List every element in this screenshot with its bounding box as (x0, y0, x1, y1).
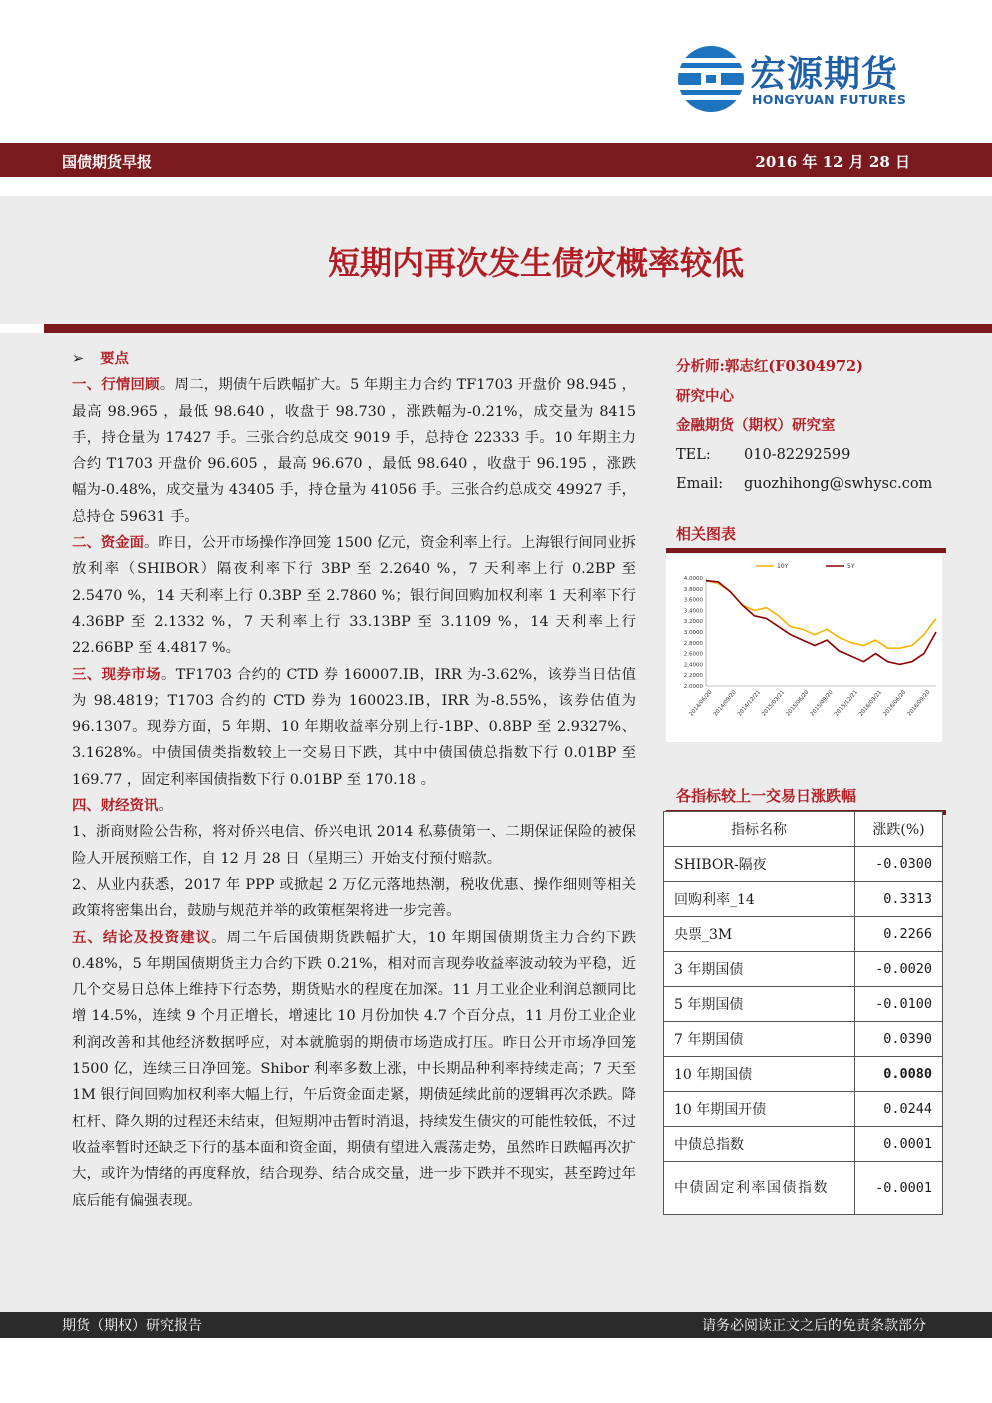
section-3-label: 三、现券市场 (72, 665, 161, 683)
yield-chart-svg (666, 554, 942, 742)
series-line-10Y (706, 581, 936, 649)
indicator-name: 10 年期国债 (664, 1057, 855, 1092)
section-5-text: 。周二午后国债期货跌幅扩大，10 年期国债期货主力合约下跌 0.48%，5 年期国债期货主力合约下跌 0.21%，相对而言现券收益率波动较为平稳，近几个交易日总体上维持下行态势，期货贴水的程度在加深。11 月工业企业利润总额同比增 14.5%，连续 9 个月正增长，增速比 10 月份加快 4.7 个百分点，11 月份工业企业利润改善和其他经济数据呼应，对本就脆弱的期债市场造成打压。昨日公开市场净回笼 1500 亿，连续三日净回笼。Shibor 利率多数上涨，中长期品种利率持续走高；7 天至 1M 银行间回购加权利率大幅上行，午后资金面走紧，期债延续此前的逻辑再次杀跌。降杠杆、降久期的过程还未结束，但短期冲击暂时消退，持续发生债灾的可能性较低，不过收益率暂时还缺乏下行的基本面和资金面，期债有望进入震荡走势，虽然昨日跌幅再次扩大，或许为情绪的再度释放，结合现券、结合成交量，进一步下跌并不现实，甚至跨过年底后能有偏强表现。 (72, 929, 636, 1209)
analyst-name: 分析师:郭志红(F0304972) (676, 358, 863, 375)
table-section-title: 各指标较上一交易日涨跌幅 (676, 787, 857, 805)
table-row (664, 847, 943, 882)
legend-label-5Y: 5Y (847, 563, 855, 570)
summary-heading-line (72, 346, 636, 372)
chart-section-header (666, 520, 946, 553)
report-type: 国债期货早报 (62, 153, 153, 171)
section-conclusion (72, 925, 636, 1214)
analyst-email (676, 470, 946, 500)
indicator-change: 0.0080 (855, 1057, 943, 1092)
x-tick-label: 2015/09/20 (809, 689, 835, 718)
footer-disclaimer: 请务必阅读正文之后的免责条款部分 (702, 1318, 926, 1334)
tel-label: TEL: (676, 446, 711, 463)
section-1-text: 。周二，期债午后跌幅扩大。5 年期主力合约 TF1703 开盘价 98.945 ，最高 98.965 ，最低 98.640 ，收盘于 98.730 ，涨跌幅为-0.21%，成交量为 8415 手，持仓量为 17427 手。三张合约总成交 9019 手，总持仓 22333 手。10 年期主力合约 T1703 开盘价 96.605 ，最高 96.670 ，最低 98.640 ，收盘于 96.195 ，涨跌幅为-0.48%，成交量为 43405 手，持仓量为 41056 手。三张合约总成交 49927 手，总持仓 59631 手。 (72, 377, 636, 525)
table-row (664, 917, 943, 952)
legend-label-10Y: 10Y (777, 563, 789, 570)
logo-mark-icon (676, 44, 746, 114)
header-indicator-name: 指标名称 (664, 812, 855, 847)
indicator-table (663, 811, 943, 1215)
indicator-name: SHIBOR-隔夜 (664, 847, 855, 882)
report-date: 2016 年 12 月 28 日 (755, 153, 910, 171)
indicator-name: 回购利率_14 (664, 882, 855, 917)
news-item-2: 2、从业内获悉，2017 年 PPP 或掀起 2 万亿元落地热潮，税收优惠、操作细则等相关政策将密集出台，鼓励与规范并举的政策框架将进一步完善。 (72, 876, 636, 920)
y-tick-label: 3.8000 (683, 586, 703, 593)
email-label: Email: (676, 476, 724, 492)
section-3-text: 。TF1703 合约的 CTD 券 160007.IB，IRR 为-3.62%，该券当日估值为 98.4819；T1703 合约的 CTD 券为 160023.IB，IRR 为-8.55%，该券估值为 96.1307。现券方面，5 年期、10 年期收益率分别上行-1BP、0.8BP 至 2.9327%、3.1628%。中债国债类指数较上一交易日下跌，其中中债国债总指数下行 0.01BP 至 169.77 ，固定利率国债指数下行 0.01BP 至 170.18 。 (72, 666, 636, 788)
section-4-label: 四、财经资讯 (72, 797, 159, 815)
indicator-change: -0.0001 (855, 1162, 943, 1215)
y-tick-label: 2.8000 (683, 640, 703, 647)
x-tick-label: 2015/12/21 (833, 689, 859, 718)
footer-left: 期货（期权）研究报告 (62, 1318, 202, 1334)
section-liquidity (72, 530, 636, 661)
table-row (664, 1092, 943, 1127)
news-item-1: 1、浙商财险公告称，将对侨兴电信、侨兴电讯 2014 私募债第一、二期保证保险的被保险人开展预赔工作，自 12 月 28 日（星期三）开始支付预付赔款。 (72, 824, 636, 867)
arrow-bullet-icon: ➢ (72, 351, 85, 367)
footer-bar (0, 1312, 992, 1338)
table-row (664, 1022, 943, 1057)
indicator-change: 0.0390 (855, 1022, 943, 1057)
title-divider (44, 324, 992, 333)
x-tick-label: 2014/06/20 (688, 689, 714, 718)
indicator-change: 0.2266 (855, 917, 943, 952)
tel-value: 010-82292599 (744, 446, 851, 463)
dept-financial-futures: 金融期货（期权）研究室 (676, 417, 836, 434)
indicator-name: 央票_3M (664, 917, 855, 952)
section-news (72, 793, 636, 819)
x-tick-label: 2014/09/20 (712, 689, 738, 718)
indicator-change: -0.0300 (855, 847, 943, 882)
indicator-name: 中债固定利率国债指数 (664, 1162, 855, 1215)
x-tick-label: 2016/06/20 (882, 689, 908, 718)
section-spot-market (72, 662, 636, 793)
indicator-name: 7 年期国债 (664, 1022, 855, 1057)
indicator-name: 5 年期国债 (664, 987, 855, 1022)
section-1-label: 一、行情回顾 (72, 376, 160, 394)
yield-chart (666, 554, 942, 742)
section-4-text: 。 (158, 798, 173, 815)
brand-name-cn: 宏源期货 (750, 54, 899, 95)
x-tick-label: 2015/03/21 (761, 689, 787, 718)
table-row (664, 1057, 943, 1092)
y-tick-label: 2.4000 (683, 662, 703, 669)
indicator-change: -0.0020 (855, 952, 943, 987)
x-tick-label: 2016/03/21 (858, 689, 884, 718)
y-tick-label: 3.0000 (683, 630, 703, 636)
table-row (664, 882, 943, 917)
table-row (664, 952, 943, 987)
analyst-tel (676, 441, 946, 471)
summary-column (72, 346, 636, 1214)
y-tick-label: 3.2000 (683, 619, 703, 626)
chart-section-title: 相关图表 (676, 525, 737, 543)
summary-heading: 要点 (100, 350, 129, 367)
email-value[interactable]: guozhihong@swhysc.com (744, 476, 933, 492)
dept-research-center: 研究中心 (676, 387, 734, 405)
report-header-bar (0, 143, 992, 177)
y-tick-label: 4.0000 (683, 576, 703, 582)
indicator-change: 0.0001 (855, 1127, 943, 1162)
y-tick-label: 3.6000 (683, 597, 703, 604)
y-tick-label: 2.2000 (683, 673, 703, 680)
table-row (664, 987, 943, 1022)
section-2-label: 二、资金面 (72, 534, 144, 552)
indicator-change: 0.0244 (855, 1092, 943, 1127)
section-market-review (72, 372, 636, 530)
y-tick-label: 2.6000 (683, 651, 703, 658)
indicator-name: 中债总指数 (664, 1127, 855, 1162)
brand-logo (676, 44, 936, 114)
table-header-row (664, 812, 943, 847)
x-tick-label: 2014/12/21 (737, 689, 762, 718)
indicator-change: -0.0100 (855, 987, 943, 1022)
table-row (664, 1127, 943, 1162)
indicator-name: 3 年期国债 (664, 952, 855, 987)
section-2-text: 。昨日，公开市场操作净回笼 1500 亿元，资金利率上行。上海银行间同业拆放利率（SHIBOR）隔夜利率下行 3BP 至 2.2640 %，7 天利率上行 0.2BP 至 2.5470 %，14 天利率上行 0.3BP 至 2.7860 %；银行间回购加权利率 1 天利率下行 4.36BP 至 2.1332 %，7 天利率上行 33.13BP 至 3.1109 %，14 天利率上行 22.66BP 至 4.4817 %。 (72, 535, 636, 657)
brand-name-en: HONGYUAN FUTURES (752, 92, 907, 107)
indicator-change: 0.3313 (855, 882, 943, 917)
y-tick-label: 3.4000 (683, 608, 703, 615)
header-change: 涨跌(%) (855, 812, 943, 847)
y-tick-label: 2.0000 (683, 684, 703, 690)
x-tick-label: 2016/09/20 (906, 689, 932, 718)
series-line-5Y (706, 581, 936, 665)
section-5-label: 五、结论及投资建议 (72, 928, 212, 946)
analyst-info (676, 352, 946, 500)
x-tick-label: 2015/06/20 (785, 689, 811, 718)
page-title: 短期内再次发生债灾概率较低 (327, 244, 744, 282)
table-row (664, 1162, 943, 1215)
indicator-name: 10 年期国开债 (664, 1092, 855, 1127)
